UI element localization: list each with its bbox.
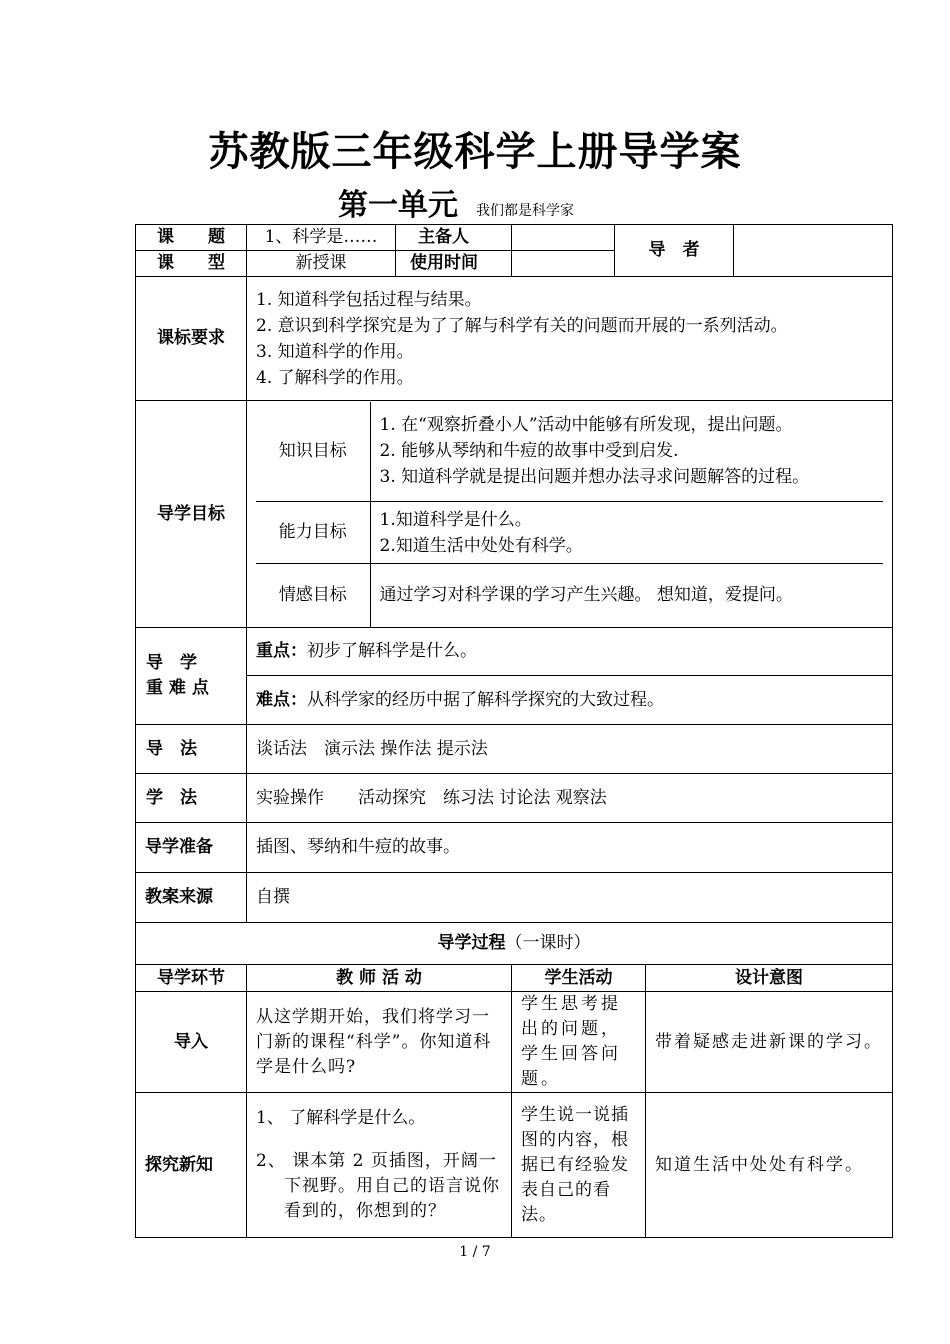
process-col-stage: 导学环节 [136,965,247,992]
difficult-point-label: 难点： [256,689,307,710]
process-row-stage: 探究新知 [136,1093,247,1238]
keypoints-label-line2: 重 难 点 [146,678,209,698]
type-value: 新授课 [247,251,396,277]
emotion-goal-label: 情感目标 [256,564,370,627]
curriculum-item: 3. 知道科学的作用。 [256,341,414,362]
process-row-intent: 带着疑感走进新课的学习。 [646,992,893,1093]
goals-label: 导学目标 [136,401,247,628]
preparer-label: 主备人 [396,225,512,251]
preparer-value [512,225,615,251]
guide-label: 导 者 [615,225,734,277]
topic-label: 课 题 [136,225,247,251]
learning-method-label: 学 法 [136,774,247,823]
process-title [136,923,893,965]
curriculum-item: 2. 意识到科学探究是为了了解与科学有关的问题而开展的一系列活动。 [256,315,788,336]
ability-goal-label: 能力目标 [256,502,370,564]
knowledge-goal-item: 3. 知道科学就是提出问题并想办法寻求问题解答的过程。 [379,467,810,488]
time-value [512,251,615,277]
process-row-student: 学生说一说插图的内容，根据已有经验发表自己的看法。 [512,1093,646,1238]
type-label: 课 型 [136,251,247,277]
knowledge-goal-item: 1. 在“观察折叠小人”活动中能够有所发现，提出问题。 [379,415,793,436]
preparation-value: 插图、琴纳和牛痘的故事。 [247,823,893,873]
learning-method-value: 实验操作 活动探究 练习法 讨论法 观察法 [247,774,893,823]
process-title-main: 导学过程 [437,933,506,953]
process-col-intent: 设计意图 [646,965,893,992]
key-point [247,628,893,676]
knowledge-goal-content [370,402,883,502]
unit-heading [338,180,574,222]
time-label: 使用时间 [396,251,512,277]
ability-goal-item: 1.知道科学是什么。 [379,509,532,530]
process-col-student: 学生活动 [512,965,646,992]
teacher-step: 1、 了解科学是什么。 [256,1108,426,1128]
ability-goal-item: 2.知道生活中处处有科学。 [379,535,583,556]
unit-name: 我们都是科学家 [476,203,574,219]
difficult-point [247,676,893,725]
key-point-label: 重点： [256,641,307,661]
lesson-plan-table [135,224,893,1238]
topic-value: 1、科学是…… [247,225,396,251]
unit-label: 第一单元 [338,188,458,223]
ability-goal-content [370,502,883,564]
process-row-teacher [247,1093,512,1238]
document-title: 苏教版三年级科学上册导学案 [208,128,742,175]
process-row-intent: 知道生活中处处有科学。 [646,1093,893,1238]
teacher-step: 2、 课本第 2 页插图，开阔一下视野。用自己的语言说你看到的，你想到的？ [256,1151,500,1221]
process-row-teacher: 从这学期开始，我们将学习一门新的课程“科学”。你知道科学是什么吗? [247,992,512,1093]
page-number: 1 / 7 [459,1244,491,1260]
source-label: 教案来源 [136,873,247,923]
process-col-teacher: 教 师 活 动 [247,965,512,992]
process-title-suffix: （一课时） [505,933,591,953]
keypoints-label-line1: 导 学 [146,653,197,673]
process-row-student: 学生思考提出的问题，学生回答问题。 [512,992,646,1093]
knowledge-goal-item: 2. 能够从琴纳和牛痘的故事中受到启发. [379,441,679,462]
keypoints-label [136,628,247,725]
teaching-method-label: 导 法 [136,725,247,774]
process-row-stage: 导入 [136,992,247,1093]
source-value: 自撰 [247,873,893,923]
goals-inner-table [256,402,883,627]
emotion-goal-text: 通过学习对科学课的学习产生兴趣。 想知道，爱提问。 [370,564,883,627]
knowledge-goal-list [380,412,875,490]
curriculum-list [256,287,883,391]
guide-value [734,225,893,277]
knowledge-goal-label: 知识目标 [256,402,370,502]
preparation-label: 导学准备 [136,823,247,873]
ability-goal-list [380,507,875,559]
curriculum-item: 4. 了解科学的作用。 [256,367,414,388]
teaching-method-value: 谈话法 演示法 操作法 提示法 [247,725,893,774]
goals-block [247,401,893,628]
curriculum-label: 课标要求 [136,277,247,401]
curriculum-item: 1. 知道科学包括过程与结果。 [256,289,482,310]
key-point-text: 初步了解科学是什么。 [307,641,477,661]
difficult-point-text: 从科学家的经历中据了解科学探究的大致过程。 [307,689,664,710]
curriculum-content [247,277,893,401]
